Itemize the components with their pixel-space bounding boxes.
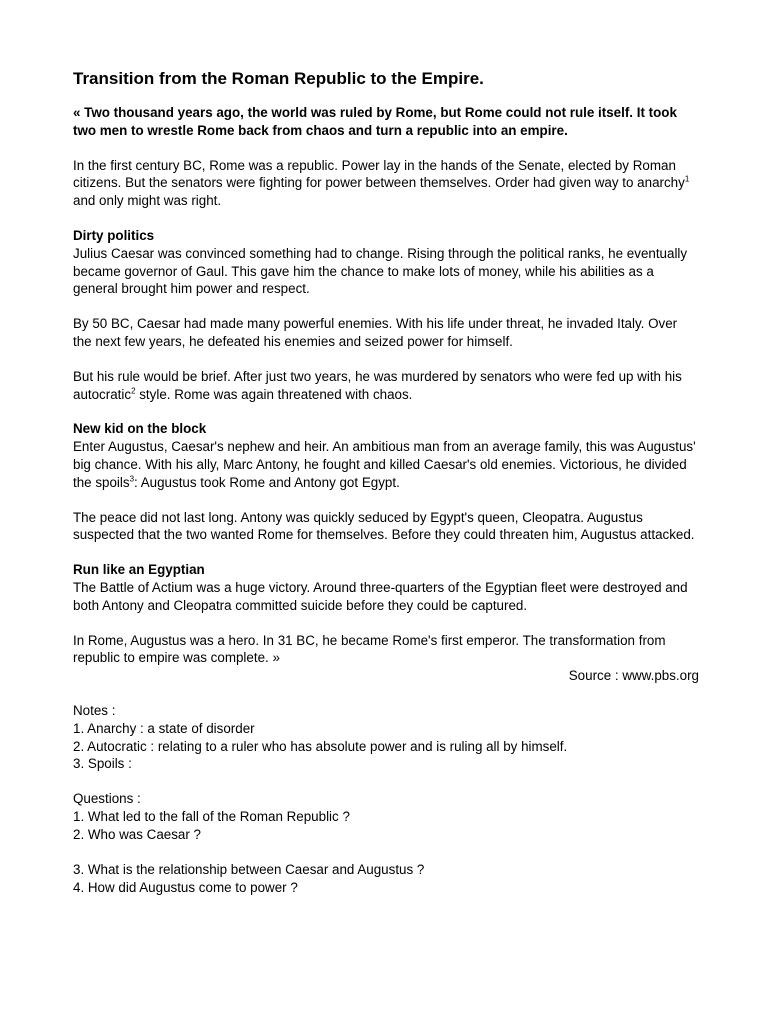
section-dirty-politics: [73, 227, 699, 298]
paragraph-enemies: By 50 BC, Caesar had made many powerful enemies. With his life under threat, he invaded Italy. Over the next few years, he defeated his enemies and seized power for himself.: [73, 316, 678, 349]
section-new-kid: [73, 420, 699, 491]
paragraph-murder: [73, 368, 699, 404]
note-item: 2. Autocratic : relating to a ruler who has absolute power and is ruling all by himself.: [73, 738, 568, 754]
section-heading: Run like an Egyptian: [73, 562, 205, 578]
paragraph-text: style. Rome was again threatened with chaos.: [135, 386, 413, 402]
question-item: 3. What is the relationship between Caesar and Augustus ?: [73, 862, 425, 878]
paragraph-republic: [73, 157, 699, 210]
questions-label: Questions :: [73, 791, 141, 807]
section-heading: Dirty politics: [73, 227, 155, 243]
paragraph-text: In the first century BC, Rome was a republic. Power lay in the hands of the Senate, elected by Roman citizens. But the senators were fighting for power between themselves. Order had given way to anarchy: [73, 157, 685, 191]
paragraph-text: But his rule would be brief. After just two years, he was murdered by senators who were fed up with his autocratic: [73, 368, 682, 402]
intro-paragraph: « Two thousand years ago, the world was ruled by Rome, but Rome could not rule itself. It took two men to wrestle Rome back from chaos and turn a republic into an empire.: [73, 105, 677, 138]
notes-label: Notes :: [73, 702, 116, 718]
paragraph-text: The Battle of Actium was a huge victory. Around three-quarters of the Egyptian fleet were destroyed and both Antony and Cleopatra committed suicide before they could be captured.: [73, 579, 688, 613]
note-item: 3. Spoils :: [73, 756, 132, 772]
footnote-ref-2: 2: [131, 386, 136, 396]
spacer: [73, 844, 699, 862]
source-citation: Source : www.pbs.org: [568, 668, 699, 684]
paragraph-text: and only might was right.: [73, 193, 222, 209]
note-item: 1. Anarchy : a state of disorder: [73, 720, 255, 736]
paragraph-text: Enter Augustus, Caesar's nephew and heir. An ambitious man from an average family, this was Augustus' big chance. With his ally, Marc Antony, he fought and killed Caesar's old enemies. Victorious, he divided the spoils: [73, 439, 696, 490]
footnote-ref-1: 1: [684, 174, 690, 184]
question-item: 1. What led to the fall of the Roman Republic ?: [73, 808, 350, 824]
paragraph-emperor: In Rome, Augustus was a hero. In 31 BC, he became Rome's first emperor. The transformation from republic to empire was complete. »: [73, 632, 666, 666]
section-heading: New kid on the block: [73, 421, 207, 437]
section-run-like-egyptian: [73, 561, 699, 614]
question-item: 4. How did Augustus come to power ?: [73, 880, 298, 896]
paragraph-text: : Augustus took Rome and Antony got Egypt.: [134, 474, 400, 490]
question-item: 2. Who was Caesar ?: [73, 826, 202, 842]
notes-list: [73, 702, 699, 773]
document-page: [73, 68, 699, 914]
document-title: Transition from the Roman Republic to the Empire.: [73, 69, 484, 88]
paragraph-cleopatra: The peace did not last long. Antony was quickly seduced by Egypt's queen, Cleopatra. Augustus suspected that the two wanted Rome for themselves. Before they could threaten him, Augustus attacked.: [73, 509, 695, 543]
footnote-ref-3: 3: [129, 474, 135, 484]
questions-list: [73, 790, 699, 897]
paragraph-text: Julius Caesar was convinced something had to change. Rising through the political ranks, he eventually became governor of Gaul. This gave him the chance to make lots of money, while his abilities as a general brought him power and respect.: [73, 245, 688, 297]
